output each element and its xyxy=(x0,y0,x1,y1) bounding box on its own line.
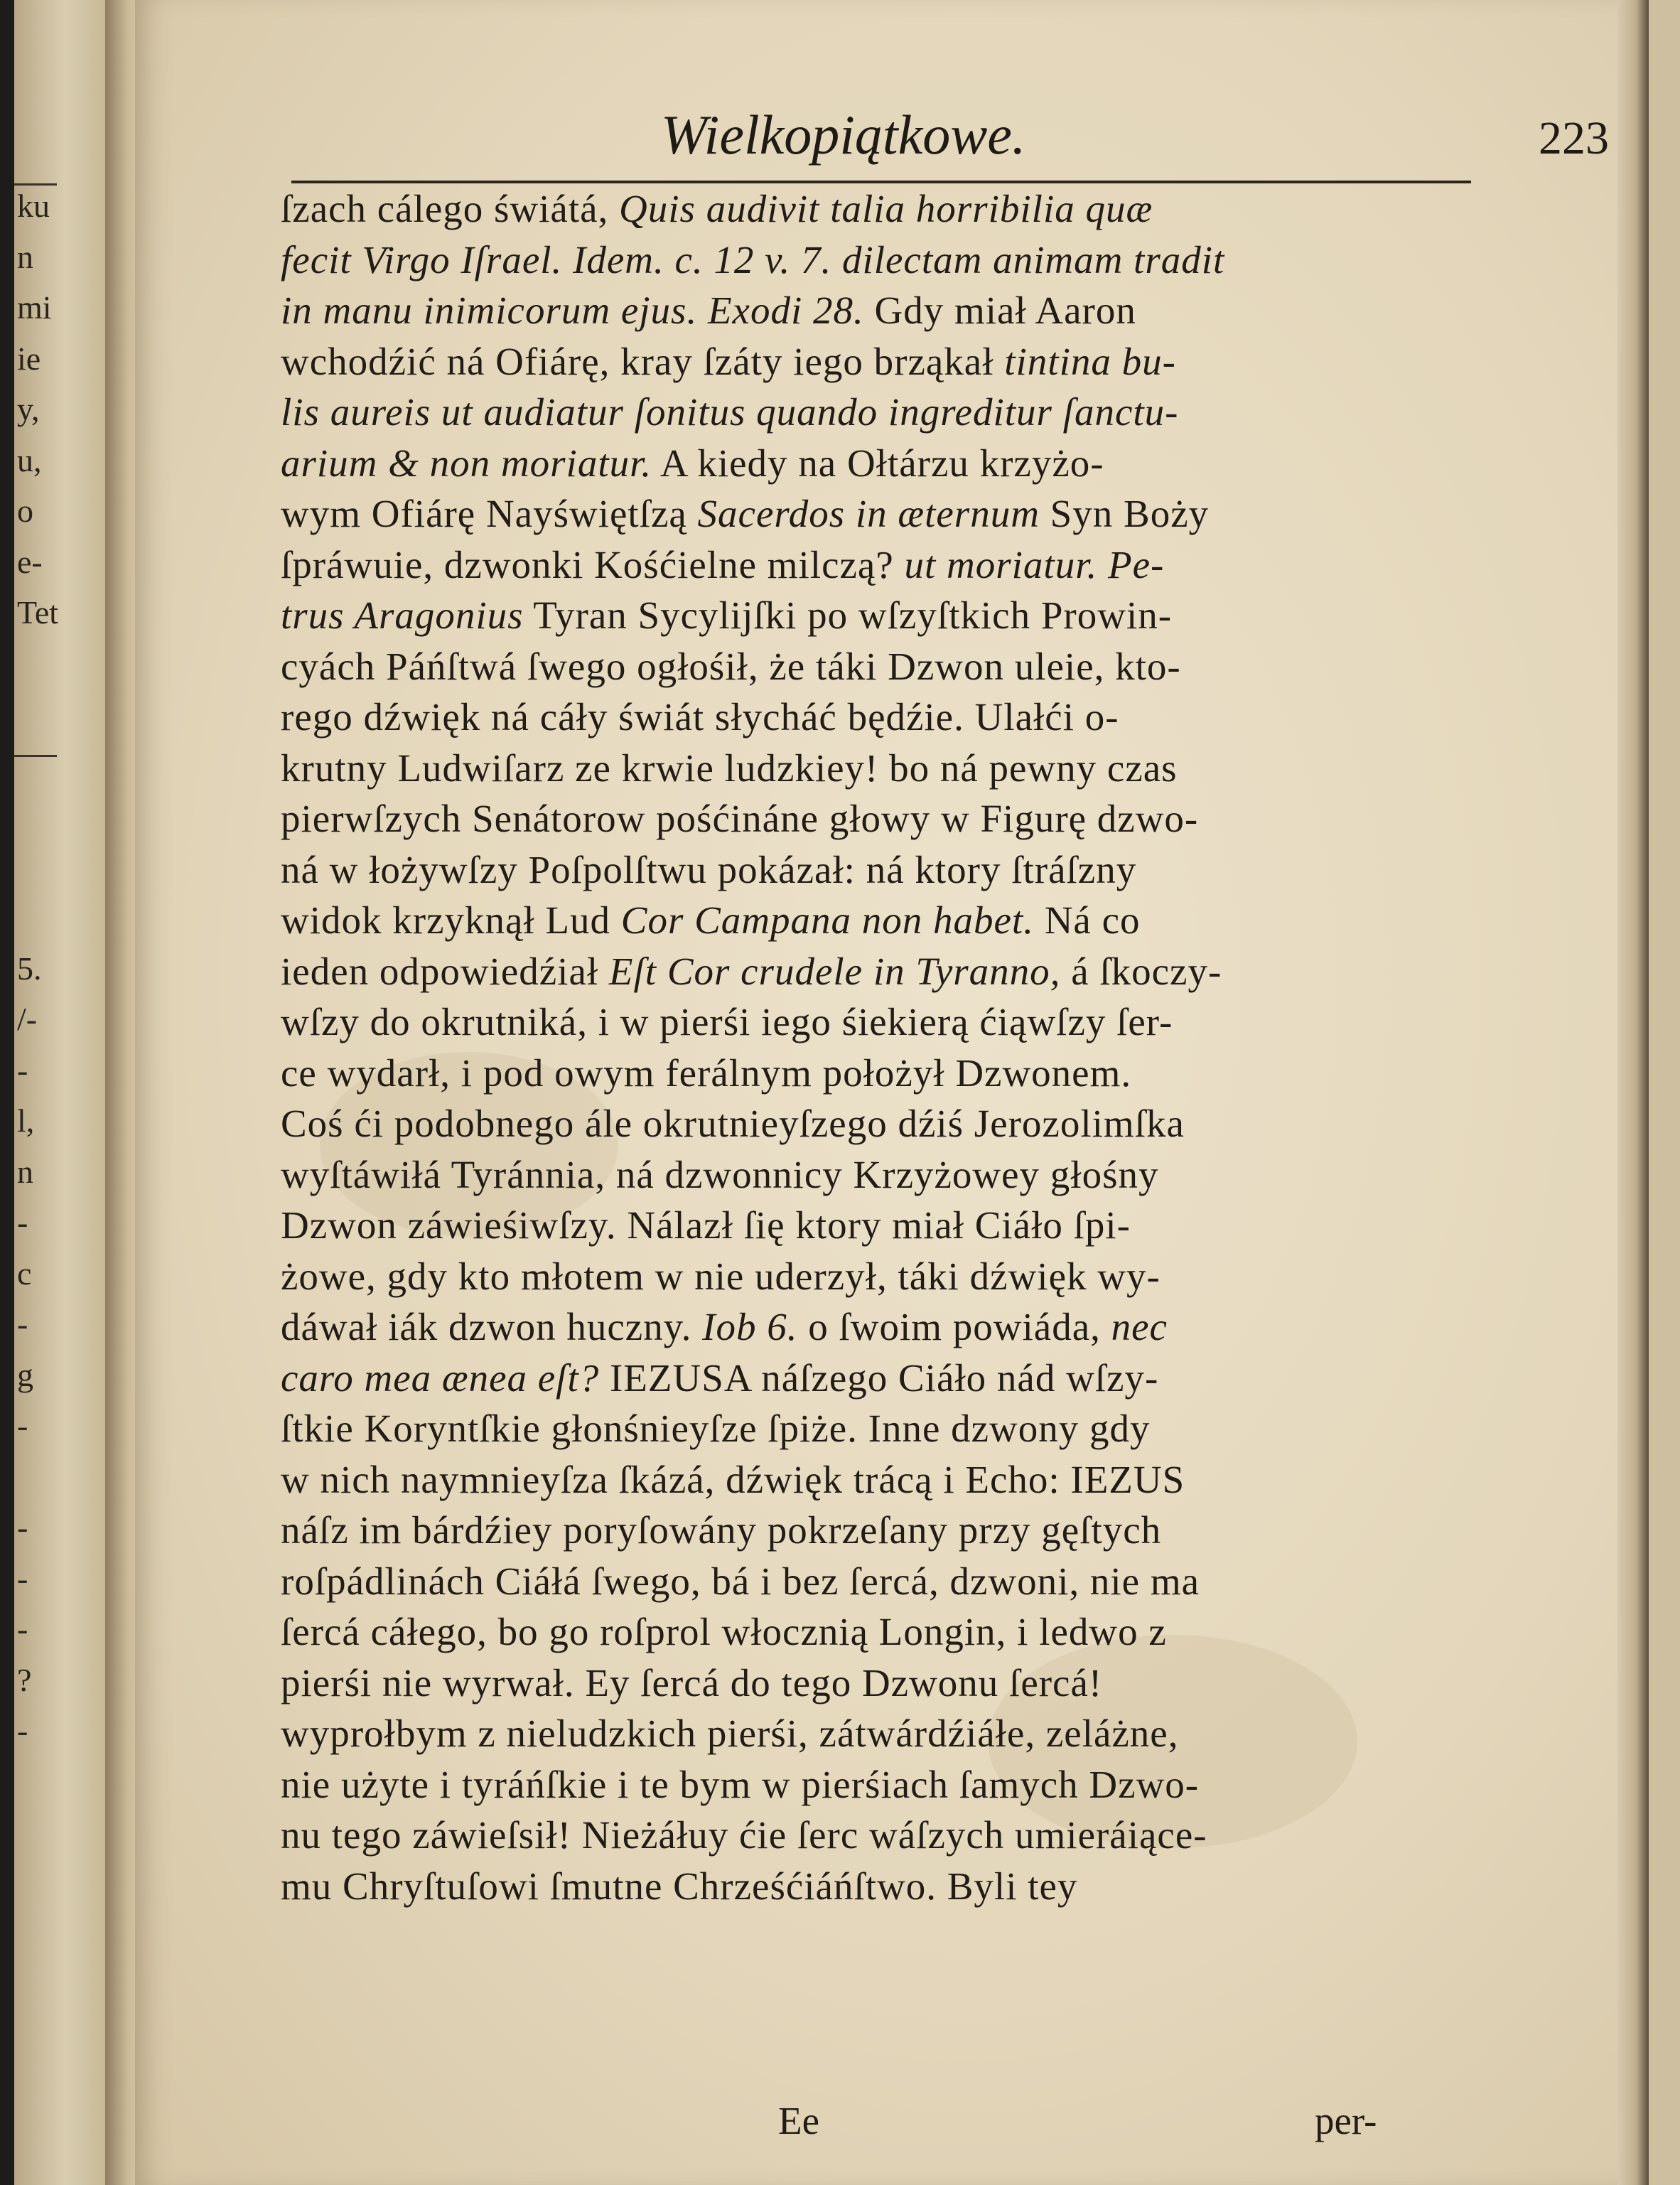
latin-quotation: in manu inimicorum ejus. Exodi 28. xyxy=(281,289,864,332)
text-line xyxy=(281,438,1475,489)
text-run: Gdy miał Aaron xyxy=(863,289,1136,332)
text-line xyxy=(281,387,1475,438)
latin-quotation: caro mea ænea eſt? xyxy=(281,1355,600,1400)
latin-quotation: fecit Virgo Iſrael. Idem. c. 12 v. 7. dilectam animam tradit xyxy=(281,237,1225,281)
previous-page-line: c xyxy=(17,1255,32,1292)
text-run: á ſkoczy- xyxy=(1060,949,1222,993)
previous-page-line: Tet xyxy=(17,594,59,630)
previous-page-line: - xyxy=(17,1306,28,1342)
latin-quotation: tintina bu- xyxy=(1004,339,1176,383)
running-head: Wielkopiątkowe. xyxy=(661,104,1026,166)
text-line xyxy=(281,1149,1475,1201)
text-run: krutny Ludwiſarz ze krwie ludzkiey! bo ná pewny czas xyxy=(281,746,1178,790)
text-line xyxy=(281,793,1475,844)
latin-quotation: arium & non moriatur. xyxy=(281,441,652,485)
text-line xyxy=(281,1353,1475,1404)
text-run: żowe, gdy kto młotem w nie uderzył, táki dźwięk wy- xyxy=(281,1254,1161,1298)
text-run: Coś ći podobnego ále okrutnieyſzego dźiś Jerozolimſka xyxy=(281,1102,1185,1145)
text-line xyxy=(281,1759,1475,1810)
text-line xyxy=(281,1098,1475,1149)
text-run: Dzwon záwieśiwſzy. Nálazł ſię ktory miał Ciáło ſpi- xyxy=(281,1203,1131,1247)
text-line xyxy=(281,895,1475,946)
text-run: wyprołbym z nieludzkich pierśi, zátwárdźiáłe, zeláżne, xyxy=(281,1712,1179,1755)
previous-page-line xyxy=(17,694,102,734)
previous-page-line: ie xyxy=(17,340,41,377)
previous-page-line: y, xyxy=(17,391,40,427)
text-run: roſpádlinách Ciáłá ſwego, bá i bez ſercá, dzwoni, nie ma xyxy=(281,1559,1200,1603)
text-run: A kiedy na Ołtárzu krzyżo- xyxy=(652,441,1104,485)
latin-quotation: Quis audivit talia horribilia quæ xyxy=(619,187,1153,230)
signature-mark: Ee xyxy=(778,2099,820,2142)
previous-page-line: - xyxy=(17,1051,28,1088)
text-run: ieden odpowiedźiał xyxy=(281,949,609,993)
previous-page-line: ? xyxy=(17,1661,32,1698)
previous-page-line: - xyxy=(17,1559,28,1596)
text-line xyxy=(281,692,1475,743)
previous-page-line xyxy=(17,847,102,887)
page-edge xyxy=(1617,0,1649,2185)
previous-page-line: g xyxy=(17,1356,33,1393)
previous-page-line: l, xyxy=(17,1102,35,1139)
page-number: 223 xyxy=(1539,112,1609,164)
text-line xyxy=(281,1505,1475,1556)
previous-page-line: - xyxy=(17,1611,28,1647)
text-line xyxy=(281,1810,1475,1861)
text-line xyxy=(281,946,1475,997)
text-run: Ná co xyxy=(1033,898,1141,942)
text-line xyxy=(281,590,1475,641)
text-run: w nich naymnieyſza ſkázá, dźwięk trácą i Echo: IEZUS xyxy=(281,1457,1185,1501)
text-run: rego dźwięk ná cáły świát słycháć będźie. Ulałći o- xyxy=(281,695,1119,739)
text-run: ná w łożywſzy Poſpolſtwu pokázał: ná ktory ſtráſzny xyxy=(281,847,1137,891)
previous-page-line xyxy=(17,644,102,684)
text-run: ſzach cálego świátá, xyxy=(281,187,620,230)
text-line xyxy=(281,1861,1475,1912)
text-run: widok krzyknął Lud xyxy=(281,898,621,942)
text-run: náſz im bárdźiey poryſowány pokrzeſany przy gęſtych xyxy=(281,1508,1162,1552)
text-line xyxy=(281,1658,1475,1709)
text-line xyxy=(281,1556,1475,1607)
previous-page-line xyxy=(17,796,102,836)
text-run: mu Chryſtuſowi ſmutne Chrześćiáńſtwo. Byli tey xyxy=(281,1864,1078,1908)
previous-page-line xyxy=(17,1457,102,1497)
previous-page-line: - xyxy=(17,1407,28,1444)
text-line xyxy=(281,743,1475,794)
latin-quotation: nec xyxy=(1111,1305,1168,1348)
text-line xyxy=(281,844,1475,896)
text-line xyxy=(281,1048,1475,1099)
previous-page-line: - xyxy=(17,1204,28,1240)
page-header xyxy=(519,100,1609,178)
previous-page-line: mi xyxy=(17,289,52,326)
text-run: IEZUSA náſzego Ciáło nád wſzy- xyxy=(599,1355,1159,1400)
previous-page-line: o xyxy=(17,493,33,529)
latin-quotation: ut moriatur. Pe- xyxy=(904,542,1165,586)
text-line xyxy=(281,488,1475,539)
text-line xyxy=(281,641,1475,692)
previous-page-line: /- xyxy=(17,1001,38,1037)
text-line xyxy=(281,1200,1475,1251)
text-line xyxy=(281,1454,1475,1505)
text-line xyxy=(281,1708,1475,1759)
text-run: cyách Páńſtwá ſwego ogłośił, że táki Dzwon uleie, kto- xyxy=(281,644,1181,688)
previous-page-line: n xyxy=(17,1153,33,1190)
text-run: dáwał iák dzwon huczny. xyxy=(281,1305,703,1348)
text-line xyxy=(281,336,1475,387)
previous-page-line: e- xyxy=(17,543,43,580)
previous-page-line: ku xyxy=(17,188,50,224)
text-line xyxy=(281,183,1475,235)
text-run: nie użyte i tyráńſkie i te bym w pierśiach ſamych Dzwo- xyxy=(281,1762,1200,1806)
previous-page-line xyxy=(17,898,102,938)
text-run: wym Ofiárę Nayświętſzą xyxy=(281,492,698,535)
page-leaf xyxy=(135,0,1649,2185)
text-run: wchodźić ná Ofiárę, kray ſzáty iego brząkał xyxy=(281,339,1005,383)
text-line xyxy=(281,1251,1475,1302)
text-line xyxy=(281,235,1475,286)
text-run: o ſwoim powiáda, xyxy=(797,1305,1111,1348)
text-line xyxy=(281,1606,1475,1658)
text-run: ſpráwuie, dzwonki Kośćielne milczą? xyxy=(281,542,905,586)
text-run: wyſtáwiłá Tyránnia, ná dzwonnicy Krzyżowey głośny xyxy=(281,1152,1159,1196)
text-run: Tyran Sycylijſki po wſzyſtkich Prowin- xyxy=(523,594,1173,637)
latin-quotation: Iob 6. xyxy=(702,1305,798,1348)
latin-quotation: trus Aragonius xyxy=(281,594,524,637)
previous-page-fragment xyxy=(14,0,105,2185)
page-footer xyxy=(281,2095,1489,2152)
catchword: per- xyxy=(1315,2099,1377,2142)
latin-quotation: Eſt Cor crudele in Tyranno, xyxy=(608,949,1061,993)
previous-page-line xyxy=(17,746,102,785)
previous-page-line: - xyxy=(17,1509,28,1545)
previous-page-rule xyxy=(14,183,57,186)
text-run: pierwſzych Senátorow pośćinánе głowy w Figurę dzwo- xyxy=(281,797,1199,840)
text-run: pierśi nie wyrwał. Ey ſercá do tego Dzwonu ſercá! xyxy=(281,1660,1103,1704)
previous-page-line: 5. xyxy=(17,950,42,987)
text-run: ſtkie Koryntſkie głonśnieyſze ſpiże. Inne dzwony gdy xyxy=(281,1407,1151,1450)
text-run: ſercá cáłego, bo go roſprol włocznią Longin, i ledwo z xyxy=(281,1610,1167,1653)
text-run: ce wydarł, i pod owym ferálnym położył Dzwonem. xyxy=(281,1051,1132,1095)
text-line xyxy=(281,997,1475,1048)
text-run: Syn Boży xyxy=(1039,492,1210,535)
latin-quotation: Sacerdos in æternum xyxy=(697,492,1040,535)
previous-page-line: - xyxy=(17,1712,28,1749)
text-line xyxy=(281,539,1475,591)
previous-page-line: n xyxy=(17,238,33,275)
previous-page-line: u, xyxy=(17,441,42,478)
text-line xyxy=(281,1301,1475,1353)
text-line xyxy=(281,1403,1475,1454)
text-line xyxy=(281,285,1475,336)
text-run: nu tego záwieſsił! Nieżáłuy ćie ſerc wáſzych umieráiące- xyxy=(281,1813,1207,1857)
latin-quotation: Cor Campana non habet. xyxy=(620,898,1034,942)
latin-quotation: lis aureis ut audiatur ſonitus quando ingreditur ſanctu- xyxy=(281,390,1179,434)
text-run: wſzy do okrutniká, i w pierśi iego śiekierą ćiąwſzy ſer- xyxy=(281,1000,1173,1043)
